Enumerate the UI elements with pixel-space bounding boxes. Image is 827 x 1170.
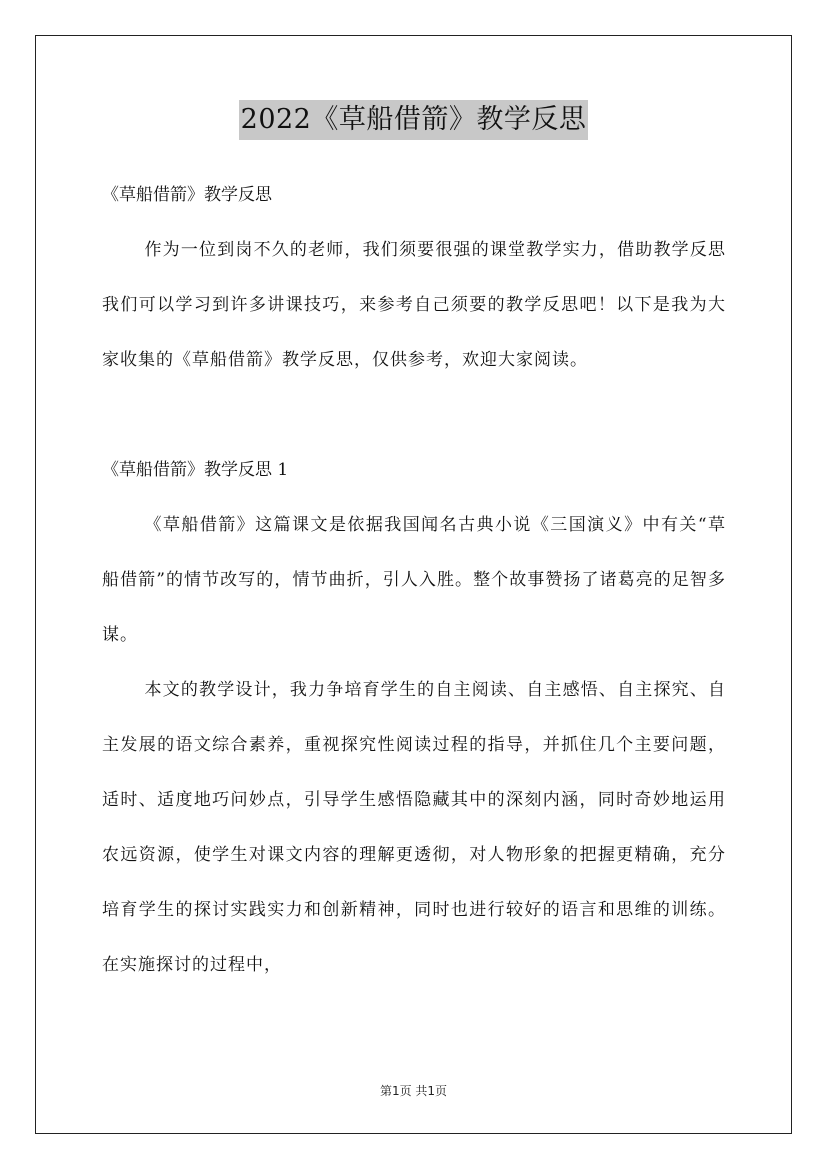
section1-heading: 《草船借箭》教学反思 1 [102, 460, 289, 480]
document-title: 2022《草船借箭》教学反思 [239, 100, 589, 140]
title-container [0, 100, 827, 140]
section1-paragraph-1: 《草船借箭》这篇课文是依据我国闻名古典小说《三国演义》中有关“草船借箭”的情节改写的，情节曲折，引人入胜。整个故事赞扬了诸葛亮的足智多谋。 [102, 515, 726, 645]
intro-heading: 《草船借箭》教学反思 [102, 185, 272, 205]
section-spacer [102, 388, 726, 443]
section1-paragraph-2: 本文的教学设计，我力争培育学生的自主阅读、自主感悟、自主探究、自主发展的语文综合素养，重视探究性阅读过程的指导，并抓住几个主要问题，适时、适度地巧问妙点，引导学生感悟隐藏其中的深刻内涵，同时奇妙地运用农远资源，使学生对课文内容的理解更透彻，对人物形象的把握更精确，充分培育学生的探讨实践实力和创新精神，同时也进行较好的语言和思维的训练。在实施探讨的过程中， [102, 680, 726, 975]
page-footer: 第1页 共1页 [379, 1084, 448, 1098]
intro-paragraph: 作为一位到岗不久的老师，我们须要很强的课堂教学实力，借助教学反思我们可以学习到许多讲课技巧，来参考自己须要的教学反思吧！以下是我为大家收集的《草船借箭》教学反思，仅供参考，欢迎大家阅读。 [102, 240, 726, 370]
document-body [102, 168, 726, 993]
